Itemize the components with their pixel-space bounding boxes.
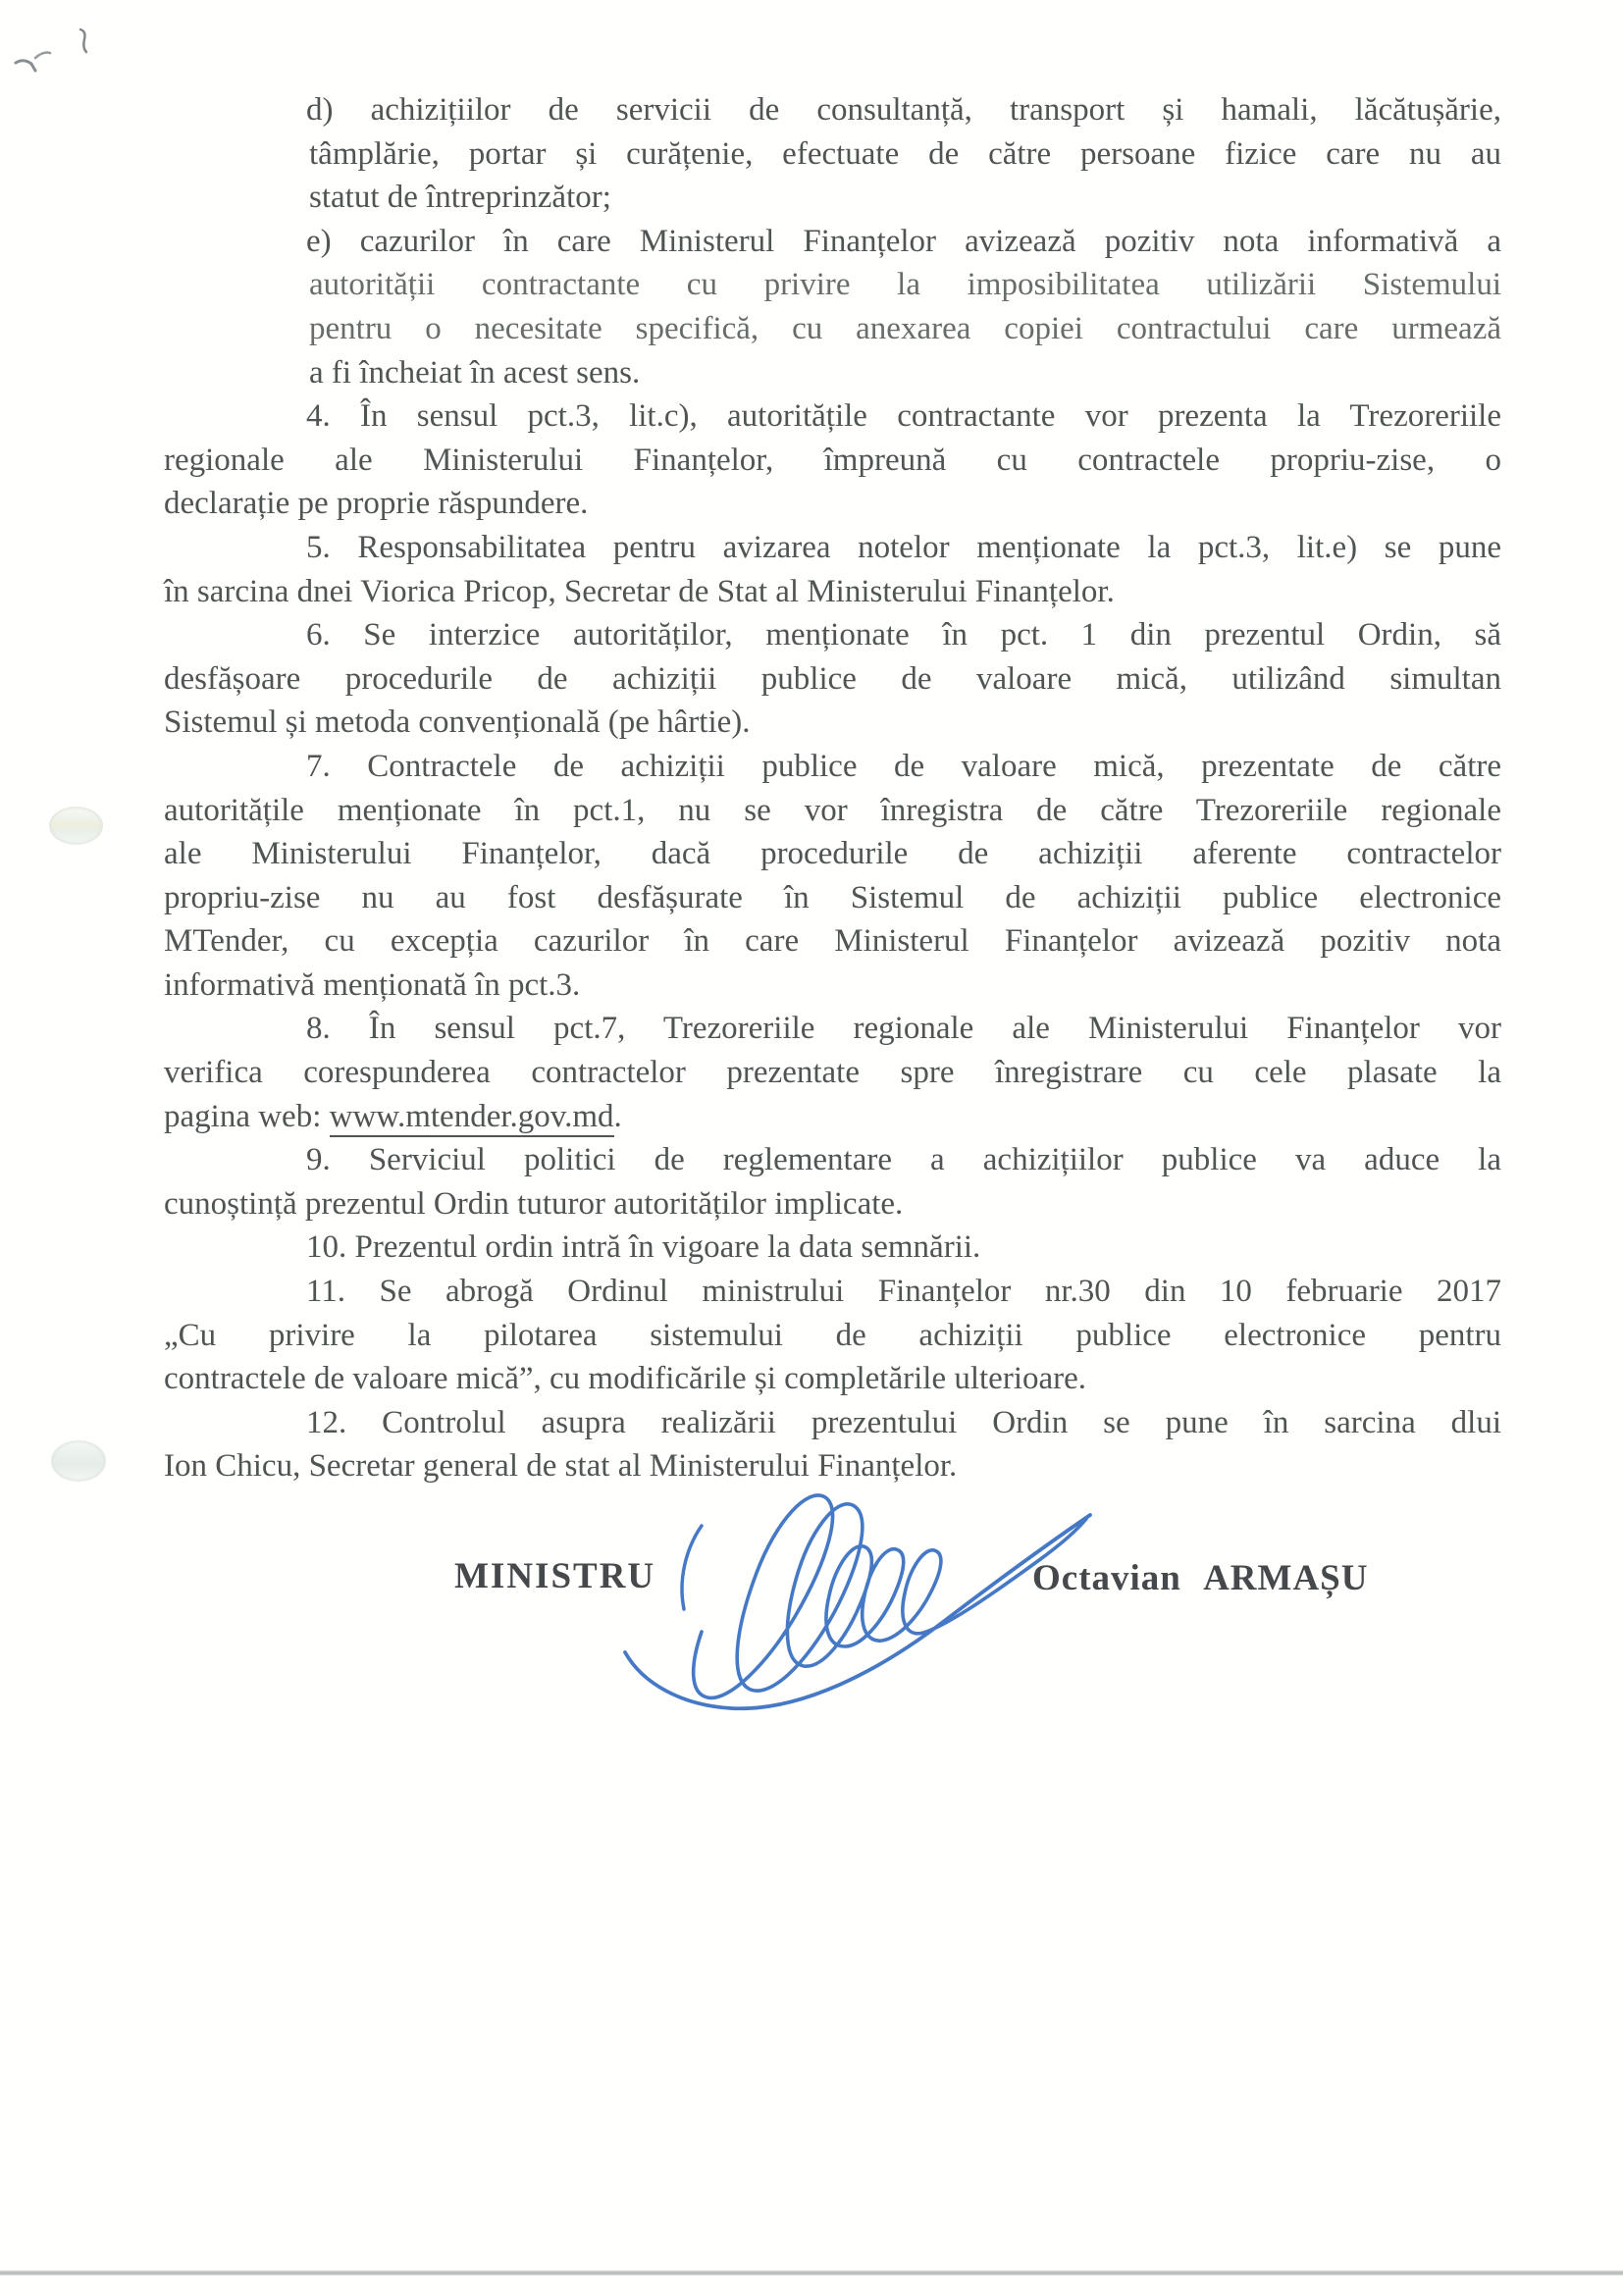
text-line: 4. În sensul pct.3, lit.c), autoritățile contractante vor prezenta la Trezoreriile [306,398,1501,435]
text-line: ale Ministerului Finanțelor, dacă procedurile de achiziții aferente contractelor [164,836,1501,872]
text-line [164,1095,1501,1139]
text-line: 8. În sensul pct.7, Trezoreriile regionale ale Ministerului Finanțelor vor [306,1011,1501,1047]
url-prefix: pagina web: [164,1098,330,1134]
text-line: 10. Prezentul ordin intră în vigoare la data semnării. [306,1229,981,1266]
minister-title: MINISTRU [454,1556,656,1596]
text-line: pentru o necesitate specifică, cu anexarea copiei contractului care urmează [309,310,1501,346]
text-line: MTender, cu excepția cazurilor în care Ministerul Finanțelor avizează pozitiv nota [164,923,1501,960]
text-line: 5. Responsabilitatea pentru avizarea notelor menționate la pct.3, lit.e) se pune [306,529,1501,565]
text-line: cunoștință prezentul Ordin tuturor autorităților implicate. [164,1185,904,1222]
pen-mark [8,18,106,86]
punch-hole-mark [51,1440,106,1482]
text-line: Sistemul și metoda convențională (pe hârtie). [164,704,751,741]
text-line: 12. Controlul asupra realizării prezentului Ordin se pune în sarcina dlui [306,1404,1501,1440]
text-line: autorității contractante cu privire la imposibilitatea utilizării Sistemului [309,267,1501,303]
text-line: declarație pe proprie răspundere. [164,486,589,522]
text-line: în sarcina dnei Viorica Pricop, Secretar de Stat al Ministerului Finanțelor. [164,573,1115,609]
text-line: desfășoare procedurile de achiziții publice de valoare mică, utilizând simultan [164,660,1501,697]
text-line: d) achizițiilor de servicii de consultanță, transport și hamali, lăcătușărie, [306,92,1501,128]
signature-ink [603,1470,1099,1740]
text-line: a fi încheiat în acest sens. [309,354,641,391]
document-body [164,88,1501,1488]
text-line: e) cazurilor în care Ministerul Finanțelor avizează pozitiv nota informativă a [306,223,1501,259]
url-text: www.mtender.gov.md [330,1099,614,1137]
text-line: regionale ale Ministerului Finanțelor, împreună cu contractele propriu-zise, o [164,442,1501,478]
text-line: statut de întreprinzător; [309,180,611,216]
text-line: verifica corespunderea contractelor prezentate spre înregistrare cu cele plasate la [164,1055,1501,1091]
text-line: 9. Serviciul politici de reglementare a achizițiilor publice va aduce la [306,1142,1501,1178]
text-line: informativă menționată în pct.3. [164,966,581,1003]
scan-edge-line [0,2270,1623,2275]
text-line: propriu-zise nu au fost desfășurate în Sistemul de achiziții publice electronice [164,879,1501,915]
text-line: 11. Se abrogă Ordinul ministrului Finanțelor nr.30 din 10 februarie 2017 [306,1274,1501,1310]
punch-hole-mark [49,807,103,845]
text-line: 7. Contractele de achiziții publice de valoare mică, prezentate de către [306,748,1501,784]
text-line: Ion Chicu, Secretar general de stat al Ministerului Finanțelor. [164,1448,958,1485]
text-line: autoritățile menționate în pct.1, nu se vor înregistra de către Trezoreriile regionale [164,792,1501,828]
text-line: „Cu privire la pilotarea sistemului de achiziții publice electronice pentru [164,1317,1501,1353]
minister-name: Octavian ARMAȘU [1032,1558,1369,1598]
text-line: tâmplărie, portar și curățenie, efectuate de către persoane fizice care nu au [309,135,1501,172]
text-line: contractele de valoare mică”, cu modificările și completările ulterioare. [164,1361,1087,1397]
text-line: 6. Se interzice autorităților, menționate în pct. 1 din prezentul Ordin, să [306,617,1501,653]
url-suffix: . [613,1098,622,1134]
